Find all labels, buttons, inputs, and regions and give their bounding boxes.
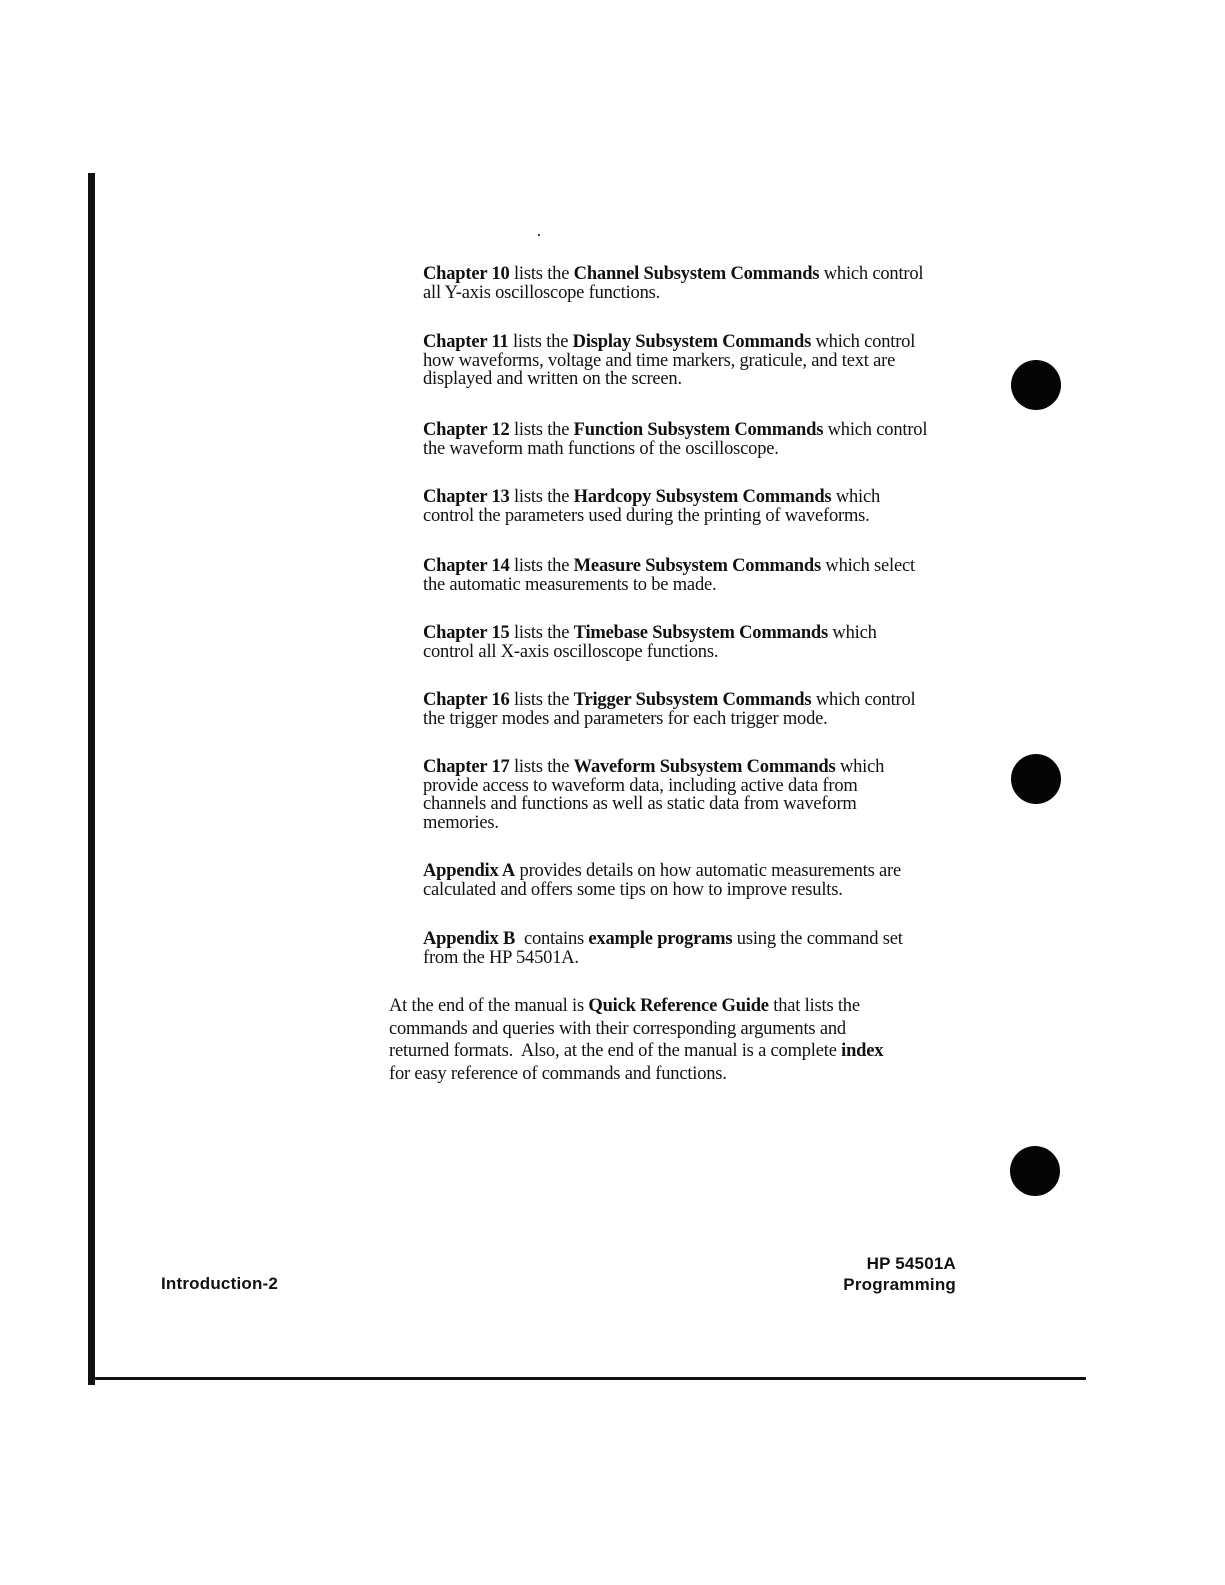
entry-pre: lists the — [509, 623, 574, 643]
closing-text: returned formats. Also, at the end of the manual is a complete — [389, 1041, 842, 1061]
closing-text: At the end of the manual is — [389, 996, 589, 1016]
entry-line: which control — [811, 332, 916, 352]
bottom-rule — [88, 1377, 1086, 1380]
closing-text: that lists the — [768, 996, 860, 1016]
entry-line: which — [828, 623, 877, 643]
chapter-10-entry — [423, 265, 968, 302]
entry-topic: Hardcopy Subsystem Commands — [573, 487, 832, 507]
closing-text: for easy reference of commands and functions. — [389, 1063, 727, 1084]
entry-ref: Chapter 11 — [423, 332, 509, 352]
punch-hole-bottom — [1010, 1146, 1060, 1196]
entry-line: which select — [820, 556, 915, 576]
entry-line: the waveform math functions of the oscilloscope. — [423, 438, 779, 459]
index-term: index — [841, 1041, 884, 1061]
entry-pre: lists the — [509, 690, 574, 710]
entry-topic: Measure Subsystem Commands — [573, 556, 821, 576]
entry-line: which control — [823, 420, 928, 440]
chapter-12-entry — [423, 421, 968, 458]
manual-title-footer — [780, 1253, 956, 1295]
entry-pre: lists the — [509, 556, 574, 576]
entry-ref: Chapter 14 — [423, 556, 510, 576]
entry-topic: Display Subsystem Commands — [572, 332, 812, 352]
entry-topic: Timebase Subsystem Commands — [573, 623, 828, 643]
manual-section: Programming — [843, 1275, 956, 1294]
entry-line: which control — [819, 264, 924, 284]
entry-line: which — [831, 487, 881, 507]
entry-line: how waveforms, voltage and time markers, graticule, and text are — [423, 350, 896, 371]
punch-hole-top — [1011, 360, 1061, 410]
appendix-a-entry — [423, 862, 968, 899]
entry-line: from the HP 54501A. — [423, 947, 579, 968]
entry-ref: Chapter 17 — [423, 757, 510, 777]
entry-topic: Trigger Subsystem Commands — [573, 690, 812, 710]
entry-line: control the parameters used during the printing of waveforms. — [423, 505, 870, 526]
page-number-label: Introduction-2 — [161, 1274, 279, 1293]
closing-paragraph — [389, 995, 969, 1085]
entry-ref: Chapter 16 — [423, 690, 510, 710]
entry-topic: Waveform Subsystem Commands — [573, 757, 836, 777]
entry-topic: Function Subsystem Commands — [573, 420, 824, 440]
entry-pre: lists the — [509, 264, 574, 284]
entry-pre: lists the — [508, 332, 573, 352]
entry-line: provides details on how automatic measurements are — [515, 861, 901, 881]
chapter-11-entry — [423, 333, 968, 389]
entry-ref: Chapter 15 — [423, 623, 510, 643]
entry-pre: contains — [515, 929, 589, 949]
entry-line: which — [835, 757, 885, 777]
chapter-17-entry — [423, 758, 968, 832]
entry-line: the automatic measurements to be made. — [423, 574, 717, 595]
entry-line: the trigger modes and parameters for each trigger mode. — [423, 708, 828, 729]
entry-line: which control — [811, 690, 916, 710]
entry-topic: Channel Subsystem Commands — [573, 264, 820, 284]
chapter-16-entry — [423, 691, 968, 728]
punch-hole-middle — [1011, 754, 1061, 804]
entry-ref: Appendix A — [423, 861, 516, 881]
entry-line: memories. — [423, 812, 499, 833]
entry-line: using the command set — [732, 929, 903, 949]
chapter-13-entry — [423, 488, 968, 525]
entry-pre: lists the — [509, 757, 574, 777]
entry-ref: Chapter 13 — [423, 487, 510, 507]
entry-line: control all X-axis oscilloscope functions. — [423, 641, 719, 662]
entry-ref: Appendix B — [423, 929, 516, 949]
entry-pre: lists the — [509, 487, 574, 507]
stray-mark — [538, 234, 540, 236]
closing-text: commands and queries with their corresponding arguments and — [389, 1018, 846, 1039]
entry-line: displayed and written on the screen. — [423, 369, 682, 389]
chapter-15-entry — [423, 624, 968, 661]
entry-ref: Chapter 12 — [423, 420, 510, 440]
chapter-14-entry — [423, 557, 968, 594]
entry-line: channels and functions as well as static data from waveform — [423, 794, 857, 814]
entry-line: calculated and offers some tips on how to improve results. — [423, 879, 843, 900]
product-name: HP 54501A — [866, 1254, 956, 1273]
entry-line: provide access to waveform data, including active data from — [423, 775, 858, 796]
appendix-b-entry — [423, 930, 968, 967]
entry-line: all Y-axis oscilloscope functions. — [423, 282, 661, 303]
left-margin-bar — [88, 173, 95, 1385]
quick-reference-guide-term: Quick Reference Guide — [588, 996, 769, 1016]
entry-ref: Chapter 10 — [423, 264, 510, 284]
entry-topic: example programs — [588, 929, 733, 949]
entry-pre: lists the — [509, 420, 574, 440]
